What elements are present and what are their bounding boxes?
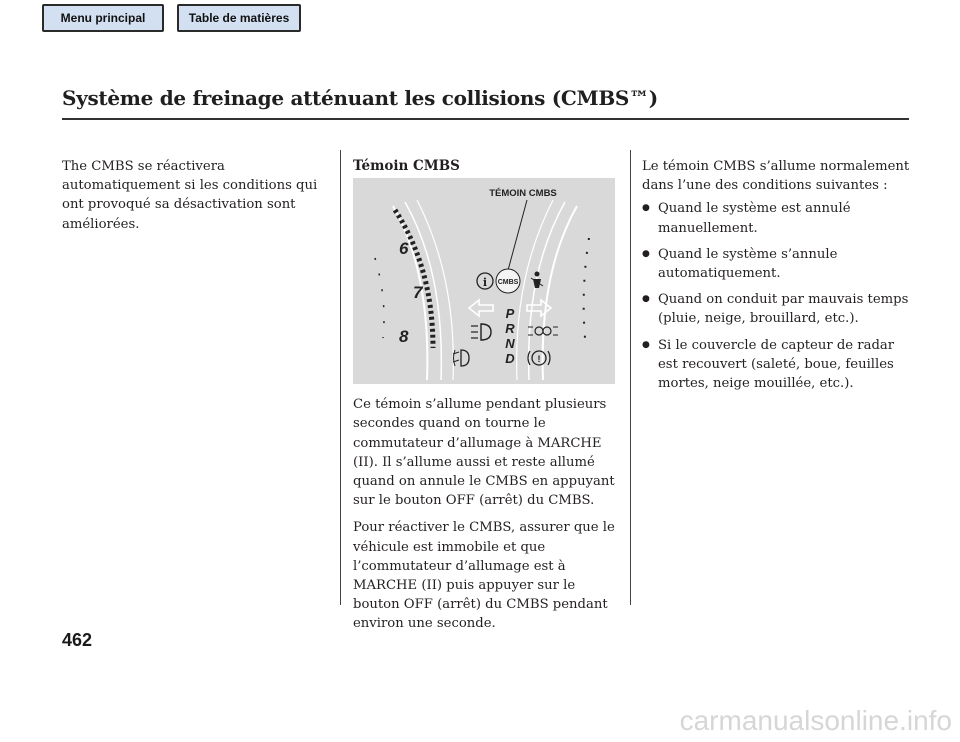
column-divider-1: [340, 150, 341, 605]
page-number: 462: [62, 630, 93, 650]
gear-p: P: [505, 306, 515, 322]
gauge-number-7: 7: [413, 283, 423, 303]
list-item: ● Quand le système est annulé manuellement.: [642, 199, 912, 237]
table-of-contents-button[interactable]: Table de matières: [177, 4, 301, 32]
page-title: Système de freinage atténuant les collisions (CMBS™): [62, 86, 658, 110]
conditions-intro: Le témoin CMBS s’allume normalement dans l’une des conditions suivantes :: [642, 159, 910, 194]
title-divider: [62, 118, 909, 120]
svg-text:i: i: [482, 276, 488, 290]
indicator-paragraph-2: Pour réactiver le CMBS, assurer que le véhicule est immobile et que l’commutateur d’allumage est à MARCHE (II) puis appuyer sur le bouton OFF (arrêt) du CMBS pendant environ une seconde.: [353, 520, 615, 632]
column-left: [62, 157, 332, 242]
cmbs-indicator-label: CMBS: [497, 279, 519, 287]
reactivation-paragraph: The CMBS se réactivera automatiquement si les conditions qui ont provoqué sa désactivation sont améliorées.: [62, 159, 318, 232]
main-menu-button[interactable]: Menu principal: [42, 4, 164, 32]
indicator-paragraph-1: Ce témoin s’allume pendant plusieurs secondes quand on tourne le commutateur d’allumage à MARCHE (II). Il s’allume aussi et reste allumé quand on annule le CMBS en appuyant sur le bouton OFF (arrêt) du CMBS.: [353, 397, 615, 509]
callout-label: TÉMOIN CMBS: [489, 188, 557, 200]
list-item: ● Si le couvercle de capteur de radar est recouvert (saleté, boue, feuilles mortes, neige mouillée, etc.).: [642, 336, 912, 394]
watermark: carmanualsonline.info: [679, 705, 952, 736]
gauge-number-8: 8: [399, 327, 409, 347]
cmbs-indicator-figure: [353, 178, 615, 384]
gear-d: D: [505, 351, 515, 367]
column-middle: [353, 157, 621, 642]
column-right: [642, 157, 912, 400]
gear-n: N: [505, 336, 515, 352]
list-item: ● Quand le système s’annule automatiquement.: [642, 245, 912, 283]
cmbs-indicator-icon: [496, 269, 520, 293]
conditions-list: [642, 199, 912, 393]
gauge-number-6: 6: [399, 239, 409, 259]
section-heading: Témoin CMBS: [353, 158, 460, 174]
gear-r: R: [505, 321, 515, 337]
svg-text:!: !: [537, 354, 541, 365]
list-item: ● Quand on conduit par mauvais temps (pluie, neige, brouillard, etc.).: [642, 290, 912, 328]
column-divider-2: [630, 150, 631, 605]
